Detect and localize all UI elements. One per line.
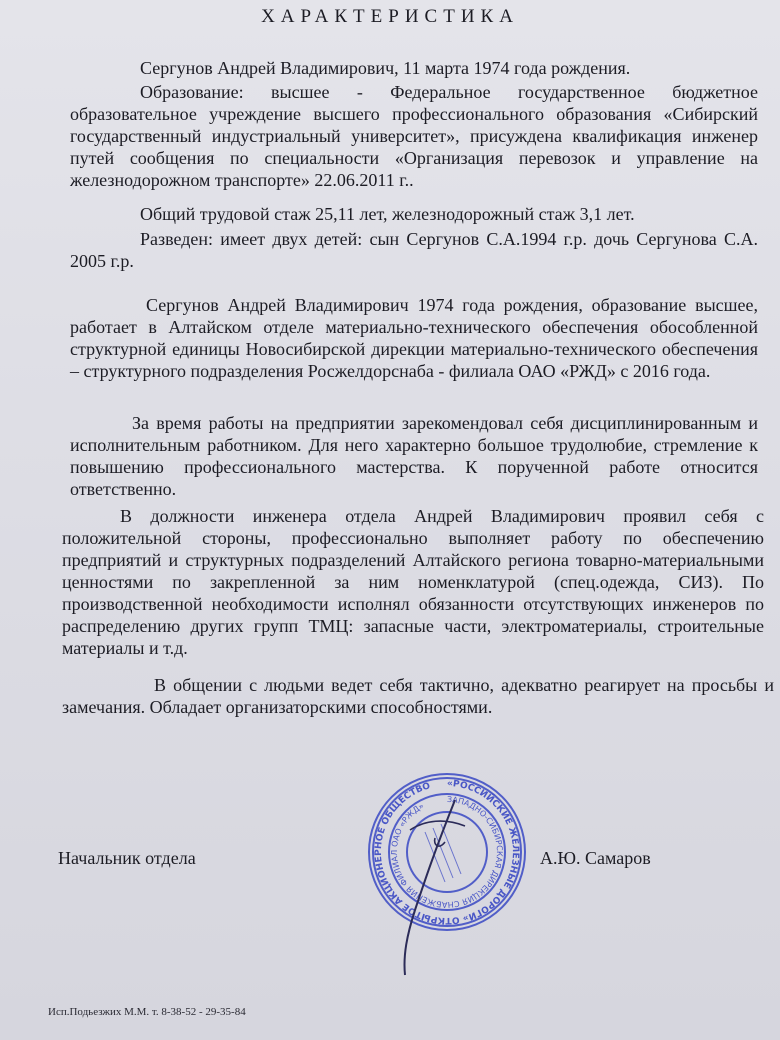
family-paragraph: Разведен: имеет двух детей: сын Сергунов С.А.1994 г.р. дочь Сергунова С.А. 2005 г.р. xyxy=(70,229,758,271)
stamp-outer-text: «РОССИЙСКИЕ ЖЕЛЕЗНЫЕ ДОРОГИ» ОТКРЫТОЕ АКЦИОНЕРНОЕ ОБЩЕСТВО xyxy=(373,778,521,926)
signatory-position: Начальник отдела xyxy=(58,848,196,868)
body-paragraph-2: За время работы на предприятии зарекомендовал себя дисциплинированным и исполнительным работником. Для него характерно большое трудолюбие, стремление к повышению профессионального мастерства. К порученной работе относится ответственно. xyxy=(70,413,758,499)
signatory-name: А.Ю. Самаров xyxy=(540,848,651,868)
intro-name-line: Сергунов Андрей Владимирович, 11 марта 1974 года рождения. xyxy=(140,58,631,78)
body-paragraph-1: Сергунов Андрей Владимирович 1974 года рождения, образование высшее, работает в Алтайском отделе материально-технического обеспечения обособленной структурной единицы Новосибирской дирекции материально-технического обеспечения – структурного подразделения Росжелдорснаба - филиала ОАО «РЖД» с 2016 года. xyxy=(70,295,758,381)
body-paragraph-4: В общении с людьми ведет себя тактично, адекватно реагирует на просьбы и замечания. Обладает организаторскими способностями. xyxy=(62,675,774,717)
executor-footer: Исп.Подьезжих М.М. т. 8-38-52 - 29-35-84 xyxy=(48,1006,246,1018)
experience-line: Общий трудовой стаж 25,11 лет, железнодорожный стаж 3,1 лет. xyxy=(140,204,635,224)
handwritten-signature xyxy=(395,790,515,980)
education-paragraph: Образование: высшее - Федеральное государственное бюджетное образовательное учреждение высшего профессионального образования «Сибирский государственный индустриальный университет», присуждена квалификация инженер путей сообщения по специальности «Организация перевозок и управление на железнодорожном транспорте» 22.06.2011 г.. xyxy=(70,82,758,190)
body-paragraph-3: В должности инженера отдела Андрей Владимирович проявил себя с положительной стороны, профессионально выполняет работу по обеспечению предприятий и структурных подразделений Алтайского региона товарно-материальными ценностями по закрепленной за ним номенклатурой (спец.одежда, СИЗ). По производственной необходимости исполнял обязанности отсутствующих инженеров по распределению других групп ТМЦ: запасные части, электроматериалы, строительные материалы и т.д. xyxy=(62,506,764,658)
stamp-middle-text: ЗАПАДНО-СИБИРСКАЯ ДИРЕКЦИЯ СНАБЖЕНИЯ ФИЛИАЛ ОАО «РЖД» xyxy=(389,794,505,910)
document-title: ХАРАКТЕРИСТИКА xyxy=(261,6,519,27)
